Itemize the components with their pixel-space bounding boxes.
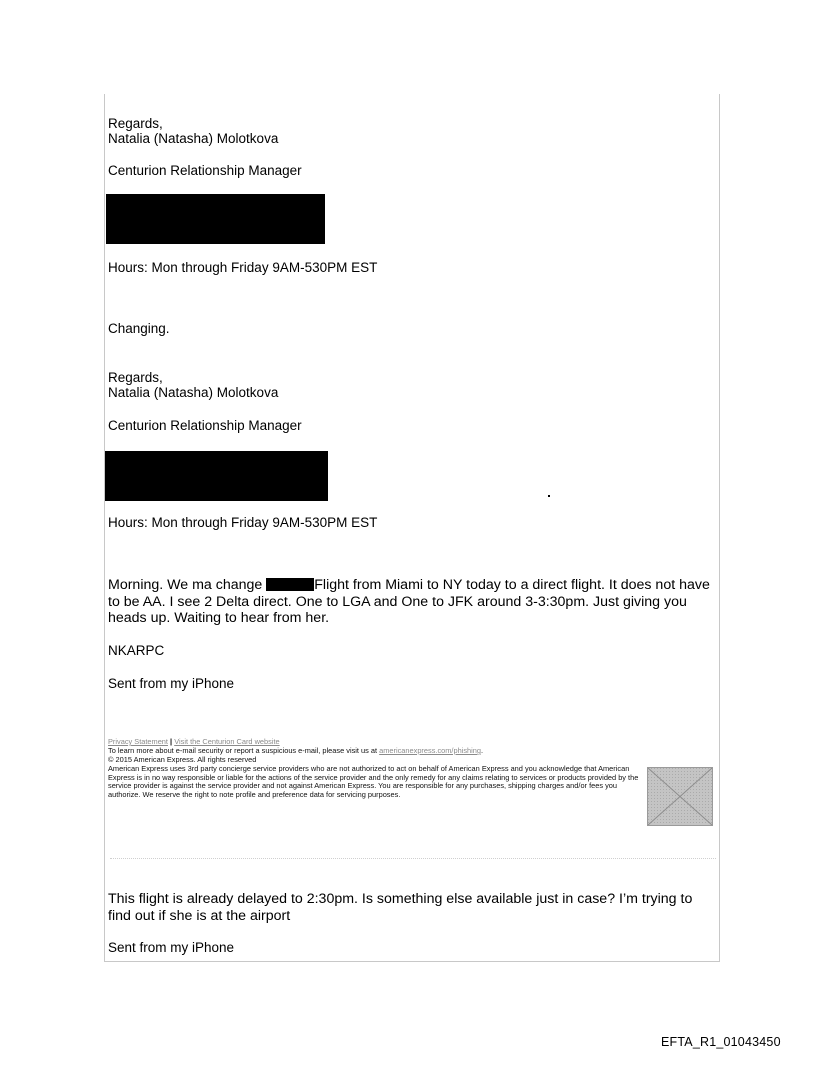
body-text: Morning. We ma change bbox=[108, 577, 263, 593]
sent-from: Sent from my iPhone bbox=[108, 676, 235, 691]
link-separator: | bbox=[170, 737, 173, 746]
disclaimer: American Express uses 3rd party concierge service providers who are not authorized to act on behalf of American Express and you acknowledge that American Express is in no way responsible or liable for the actions of the service provider and the only remedy for any claims relating to services or products provided by the service provider is against the service provider and not against American Express. You are responsible for any purchases, shipping charges and/or fees you authorize. We reserve the right to note profile and preference data for servicing purposes. bbox=[108, 764, 639, 799]
broken-image-icon bbox=[647, 767, 713, 826]
email-body: Changing. bbox=[108, 321, 170, 336]
sent-from: Sent from my iPhone bbox=[108, 940, 235, 955]
redaction-block bbox=[106, 194, 325, 244]
frame-bottom-border bbox=[104, 961, 719, 962]
privacy-statement-link[interactable]: Privacy Statement bbox=[108, 737, 168, 746]
security-notice: To learn more about e-mail security or report a suspicious e-mail, please visit us at americanexpress.com/phishing. bbox=[108, 746, 484, 755]
signature-greeting: Regards, bbox=[108, 370, 163, 385]
centurion-website-link[interactable]: Visit the Centurion Card website bbox=[174, 737, 280, 746]
signature-name: Natalia (Natasha) Molotkova bbox=[108, 131, 279, 146]
signature-hours: Hours: Mon through Friday 9AM-530PM EST bbox=[108, 515, 378, 530]
email-body bbox=[108, 577, 716, 627]
document-id: EFTA_R1_01043450 bbox=[661, 1035, 781, 1049]
image-placeholder-icon bbox=[648, 768, 712, 825]
security-text: To learn more about e-mail security or report a suspicious e-mail, please visit us at bbox=[108, 746, 378, 755]
phishing-link[interactable]: americanexpress.com/phishing bbox=[379, 746, 481, 755]
email-signoff: NKARPC bbox=[108, 643, 165, 658]
signature-title: Centurion Relationship Manager bbox=[108, 418, 302, 433]
signature-greeting: Regards, bbox=[108, 116, 163, 131]
signature-name: Natalia (Natasha) Molotkova bbox=[108, 385, 279, 400]
redaction-block bbox=[105, 451, 328, 501]
stray-dot bbox=[548, 495, 550, 497]
signature-hours: Hours: Mon through Friday 9AM-530PM EST bbox=[108, 260, 378, 275]
redaction-inline bbox=[266, 578, 314, 591]
body-text: Flight from Miami to NY today to a direct flight. It does not have to be AA. I see 2 Delta direct. One to LGA and One to JFK around 3-3:30pm. Just giving you heads up. Waiting to hear from her. bbox=[108, 577, 710, 626]
signature-title: Centurion Relationship Manager bbox=[108, 163, 302, 178]
copyright: © 2015 American Express. All rights reserved bbox=[108, 755, 257, 764]
footer-divider bbox=[110, 858, 716, 859]
email-body: This flight is already delayed to 2:30pm. Is something else available just in case? I’m trying to find out if she is at the airport bbox=[108, 891, 693, 924]
